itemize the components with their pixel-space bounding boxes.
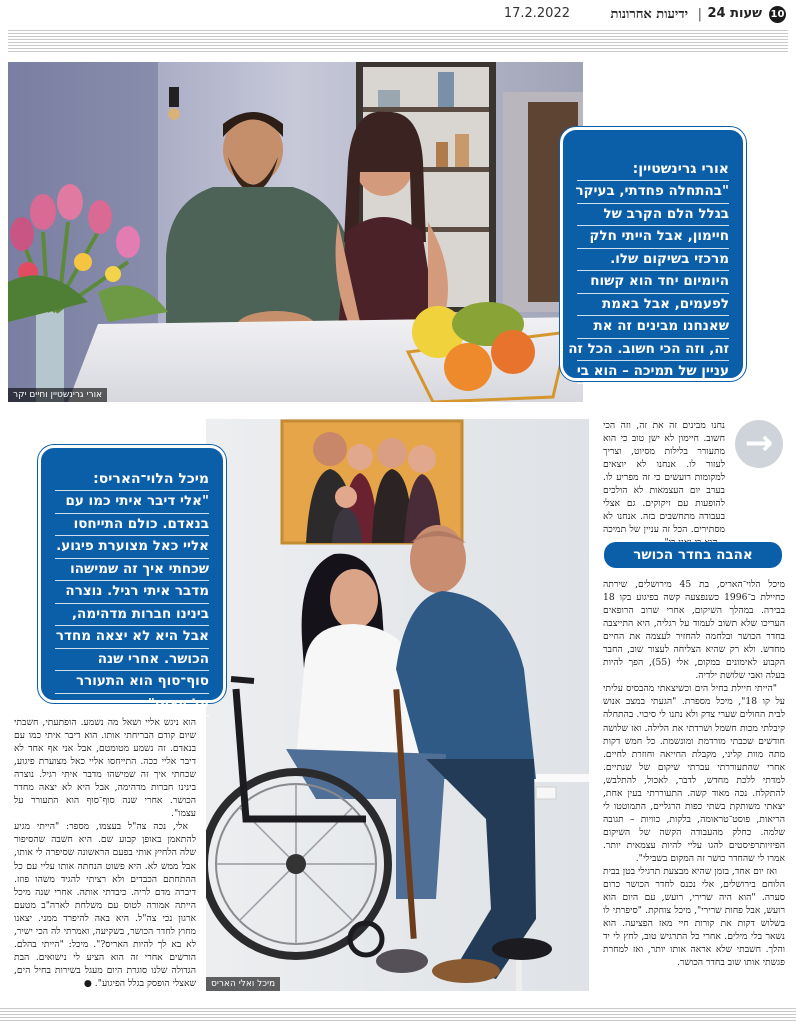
photo-illustration xyxy=(206,419,589,991)
quote-box-michal xyxy=(38,445,226,712)
quote-line: חיימון, אבל הייתי חלק xyxy=(577,226,729,249)
newspaper-name: ידיעות אחרונות xyxy=(610,7,688,22)
quote-line: בינינו חברות מדהימה, xyxy=(55,604,209,627)
quote-speaker-uri: אורי גרינשטיין: xyxy=(577,158,729,181)
article-paragraph: ואז יום אחד, בזמן שהיא מבצעת תרגילי בטן בבית הלוחם בירושלים, אלי נכנס לחדר הכושר כרום סערה. "הוא היה שרירי, רועש, עם היום הוא רועש, אבל פחות שרירי", מיכל צוחקת. "סיפרתי לו בשלוש דקות את קורות חיי מאז הפציעה. הוא נשאר בלי מילים. אחרי כל התרגיש טוב, לחץ לי יד והלך. חשבתי שלא אראה אותו יותר, ואז למחרת פגשתי אותו שוב בחדר הכושר. xyxy=(602,866,785,969)
quote-line: "אלי דיבר איתי כמו עם xyxy=(55,491,209,514)
article-paragraph: נחנו מבינים זה את זה, וזה הכי חשוב. חיימון לא ישן טוב כי הוא מתעורר בלילות מסיוט, וצריך לעזור לו. אנחנו לא יוצאים למקומות רועשים כי זה מפריע לו. בערב יום העצמאות לא הולכים להופעות עם זיקוקים. גם אצלי בעבודה מתחשבים בזה. אנחנו לא מסתירים. הכל זה עניין של תמיכה xyxy=(603,420,725,536)
article-column-right xyxy=(603,578,785,969)
quote-line: הכושר. אחרי שנה xyxy=(55,649,209,672)
quote-line: מדבר איתי רגיל. נוצרה xyxy=(55,581,209,604)
quote-box-uri xyxy=(560,127,746,402)
quote-line: בנאדם. כולם התייחסו xyxy=(55,514,209,537)
photo-michal-and-eli xyxy=(206,419,589,991)
quote-line: אליי כאל מצוערת פיגוע. xyxy=(55,536,209,559)
photo-credit-bottom: מיכל ואלי האריס xyxy=(206,977,280,991)
quote-line: על עצמו" xyxy=(55,694,209,717)
header-stripes xyxy=(8,30,788,52)
photo-credit-top: אורי גרינשטיין וחיים יקר xyxy=(8,388,107,402)
page-header xyxy=(0,0,796,30)
article-paragraph: הוא ניגש אליי ושאל מה נשמע. הופתעתי, חשבתי שיום קודם הבריחתי אותו. הוא דיבר איתי כמו עם בנאדם. זה נשמע מטומטם, אבל אני אף אחד לא דיבר אליי ככה. התייחסו אליי כאל מצוערת פיגוע, שכחתי איך זה שמישהו מדבר איתי רגיל. נוצרה בינינו חברות מדהימה, אבל היא לא יצאה מחדר הכושר. אחרי שנה סוף־סוף הוא התעורר על עצמו". xyxy=(14,717,196,820)
quote-line: שאנחנו מבינים זה את xyxy=(577,316,729,339)
quote-line: "בהתחלה פחדתי, בעיקר xyxy=(577,181,729,204)
quote-line: זה, וזה הכי חשוב. הכל זה xyxy=(577,339,729,362)
article-paragraph: אלי, נכה צה"ל בעצמו, מספר: "הייתי מגיע להתאמן באופן קבוע שם. היא חשבה שהסיפור שלה הלחיץ אותי בפעם הראשונה שסיפרה לי אותו, אבל ממש לא. היא פשוט הנחתה אותו עליי עם כל ההתחתם הכבדים ולא רציתי להגיד משהו פוזז. דיברה מדם לריה. כיבדתי אותה. אחרי שנה מיכל הייתה אמורה לטוס עם משלחת לארה"ב מטעם ארגון נכי צה"ל. היא באה להיפרד ממני. יצאנו מחוץ לחדר הכושר, בשקיעה, ואמרתי לה הכי ישיר, לא בא לך להיות האריס?". מיכל: "הייתי בהלם. הורשים אחרי זה הוא הציע לי נישואים. הבת הגדולה שלנו סוגרת היום מעגל בשירות בחיל הים, שאצלי הופסק בגלל הפיגוע". ● xyxy=(14,821,196,989)
page-number: 10 xyxy=(769,6,786,23)
header-separator: | xyxy=(697,7,702,22)
quote-line: ואני בו" xyxy=(577,384,729,407)
quote-speaker-michal: מיכל הלוי־האריס: xyxy=(55,468,209,491)
quote-line: עניין של תמיכה – הוא בי xyxy=(577,361,729,384)
footer-stripes xyxy=(0,1008,796,1022)
quote-line: מרכזי בשיקום שלו. xyxy=(577,249,729,272)
photo-illustration xyxy=(8,62,583,402)
article-paragraph: מיכל הלוי־האריס, בת 45 מירושלים, שירתה כחיילת ב־1996 כשנפצעה קשה בפיגוע בקו 18 בבירה. במהלך השיקום, אחרי שרוב הרופאים העריכו שלא תשוב לעמוד על רגליה, היא התייצבה בחדר הכושר ובלחמה להחזיר לעצמה את החיים מחדש. ולא רק שהיא הצליחה לעצור שוב, החבר הקבוע לאימונים במקום, אלי (55), הפך להיות בעלה ואבי שלושת ילדיה. xyxy=(603,579,785,682)
quote-line: סוף־סוף הוא התעורר xyxy=(55,671,209,694)
article-paragraph: "הייתי חיילת בחיל הים וכשיצאתי מהבסיס עליתי על קו 18", מיכל מספרת. "הגעתי במצב אנוש לבית החולים שערי צדק ולא נתנו לי סיכוי. בהתחלה קיבלתי מכות חשמל ושרדתי את הלילה. ואז שלושה חודשים שכבתי מורדמת ומונשמת. כל חמש דקות מתה מוות קליני, מקבלת החייאה וחוזרת לחיים. אחרי שהתעוררתי עברתי שיקום של שנתיים. למדתי ללכת מחדש, לדבר, לאכול, להתלבש, להתקלח. נכה מאוד קשה. התעוררתי בעין אחת, יצאתי משותקת בשתי כפות הרגליים, התמוטטו לי הריאות, פוסט־טראומה, בלקות, כוויות – תגובה שלמה. כחלק מהעבודה הקשה של השיקום הפיזיותרפיסטים להגו עליי להיות עצמאית יותר. אמרו לי שהחדר כושר זה המקום בשבילי". xyxy=(603,683,785,864)
issue-date: 17.2.2022 xyxy=(503,6,570,21)
continue-arrow-icon: → xyxy=(735,420,783,468)
quote-line: היומיום יחד הוא קשוח xyxy=(577,271,729,294)
article-column-left xyxy=(14,716,196,990)
article-column-right-top xyxy=(603,419,725,549)
quote-line: לפעמים, אבל באמת xyxy=(577,294,729,317)
section-subhead: אהבה בחדר הכושר xyxy=(604,542,782,568)
quote-line: בגלל הלם הקרב של xyxy=(577,204,729,227)
quote-line: שכחתי איך זה שמישהו xyxy=(55,559,209,582)
quote-line: אבל היא לא יצאה מחדר xyxy=(55,626,209,649)
section-name: 24 שעות xyxy=(707,6,762,21)
photo-uri-and-haim xyxy=(8,62,583,402)
